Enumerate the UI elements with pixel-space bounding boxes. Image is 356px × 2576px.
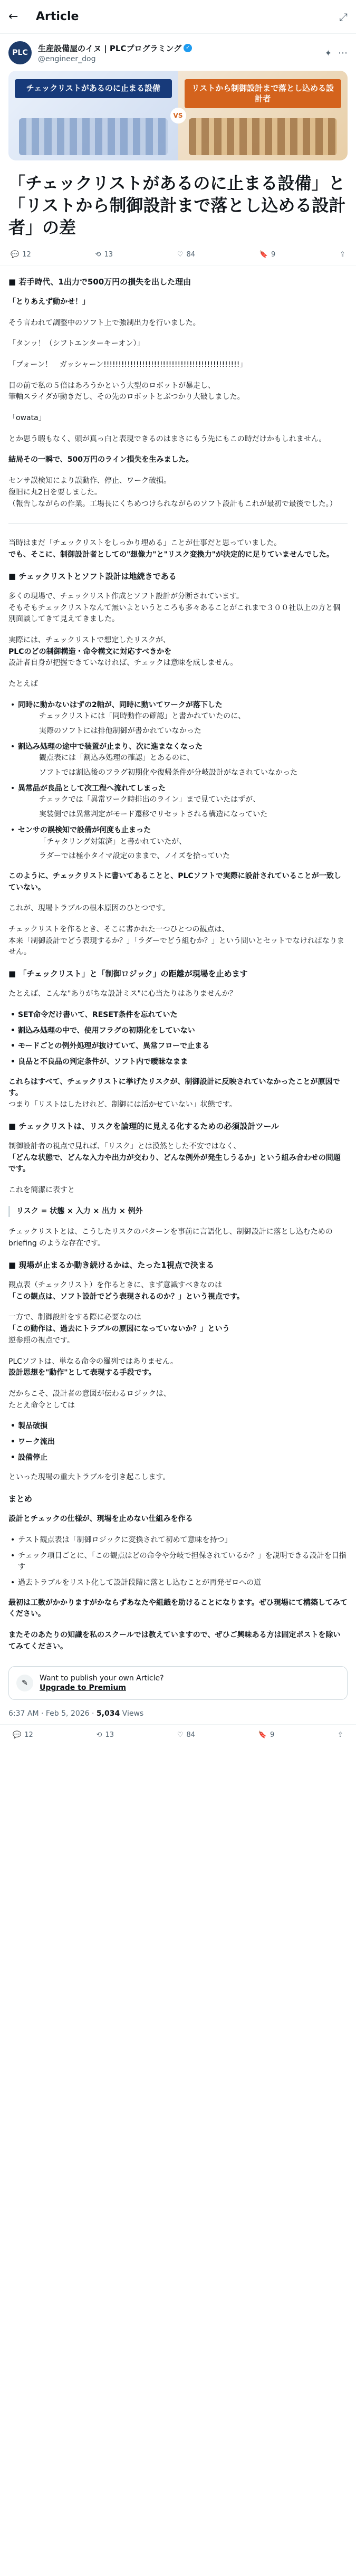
paragraph — [8, 924, 348, 958]
repost-count: 13 — [104, 250, 113, 259]
text: つまり「リストはしたけれど、制御には活かせていない」状態です。 — [8, 1100, 237, 1109]
paragraph: たとえば — [8, 679, 38, 688]
repost-icon: ⟲ — [95, 250, 101, 259]
text: チェックリストを作るとき、そこに書かれた一つひとつの観点は、 — [8, 925, 229, 934]
section-heading: ■ 「チェックリスト」と「制御ロジック」の距離が現場を止めます — [8, 969, 248, 979]
list-item — [8, 742, 348, 779]
paragraph: たとえば、こんな"ありがちな設計ミス"に心当たりはありませんか？ — [8, 990, 237, 999]
paragraph — [8, 381, 348, 403]
reply-icon: 💬 — [11, 250, 20, 259]
grok-icon[interactable]: ✦ — [324, 47, 332, 58]
paragraph: 「owata」 — [8, 414, 46, 423]
list-item-detail: ラダーでは極小タイマ設定のままで、ノイズを拾っていた — [39, 852, 230, 861]
list-item-title: • センサの誤検知で設備が何度も止まった — [18, 825, 151, 834]
more-options-icon[interactable]: ⋯ — [338, 47, 348, 59]
text: PLCソフトは、単なる命令の羅列ではありません。 — [8, 1357, 178, 1366]
list-item: • 良品と不良品の判定条件が、ソフト内で曖昧なまま — [8, 1057, 348, 1068]
paragraph — [8, 591, 348, 625]
list-item-detail: 実際のソフトには排他制御が書かれていなかった — [39, 727, 201, 736]
share-icon: ⇪ — [340, 250, 345, 259]
text: 当時はまだ「チェックリストをしっかり埋める」ことが仕事だと思っていました。 — [8, 539, 282, 548]
cover-right-panel — [178, 71, 348, 160]
paragraph: チェックリストとは、こうしたリスクのパターンを事前に言語化し、制御設計に落とし込むための briefing のような存在です。 — [8, 1228, 333, 1248]
list-item: • チェック項目ごとに、「この観点はどの命令や分岐で担保されているか？」を説明できる設計を目指す — [8, 1551, 348, 1573]
author-row — [0, 34, 356, 71]
bookmark-count: 9 — [271, 250, 276, 259]
section-heading: ■ 現場が止まるか動き続けるかは、たった1視点で決まる — [8, 1260, 214, 1270]
views-label: Views — [120, 1709, 144, 1718]
section-heading: まとめ — [8, 1494, 33, 1504]
text: 逆参照の視点です。 — [8, 1336, 74, 1345]
list-item — [8, 825, 348, 862]
section-heading: ■ 若手時代、1出力で500万円の損失を出した理由 — [8, 277, 191, 287]
verified-icon: ✓ — [184, 44, 192, 52]
action-bar — [0, 1725, 356, 1745]
text: 「この動作は、過去にトラブルの原因になっていないか？」という — [8, 1325, 230, 1334]
timestamp[interactable]: 6:37 AM · Feb 5, 2026 · — [8, 1709, 97, 1718]
bookmark-icon: 🔖 — [258, 1731, 267, 1739]
list-item-detail: チェックリストには「同時動作の確認」と書かれていたのに、 — [39, 712, 246, 721]
formula-quote: リスク = 状態 × 入力 × 出力 × 例外 — [8, 1206, 348, 1218]
list-item-detail: 観点表には「割込み処理の確認」とあるのに、 — [39, 754, 194, 763]
text: 本来「制御設計でどう表現するか？」「ラダーでどう組むか？」という問いとセットでなければなりません。 — [8, 936, 344, 957]
mistake-list — [8, 1010, 348, 1068]
paragraph: 「タンッ！（シフトエンターキーオン）」 — [8, 339, 145, 348]
heart-icon: ♡ — [177, 250, 184, 259]
cover-left-caption: チェックリストがあるのに止まる設備 — [15, 79, 172, 98]
summary-list — [8, 1535, 348, 1589]
cover-right-caption: リストから制御設計まで落とし込める設計者 — [185, 79, 342, 108]
text: 筆軸スライダが動きだし、その先のロボットとぶつかり大破しました。 — [8, 393, 245, 402]
text: たとえ命令としては — [8, 1401, 75, 1410]
factory-illustration — [19, 118, 168, 155]
paragraph: これを簡潔に表すと — [8, 1186, 75, 1195]
avatar[interactable]: PLC — [8, 41, 32, 64]
list-item — [8, 783, 348, 821]
paragraph: 「ブォーン！ ガッシャーン!!!!!!!!!!!!!!!!!!!!!!!!!!!!!!!!!!!!!!!!!!!!!!」 — [8, 360, 247, 369]
list-item-detail: 実装側では異常判定がモード遷移でリセットされる構造になっていた — [39, 810, 268, 819]
paragraph: またそのあたりの知識を私のスクールでは教えていますので、ぜひご興味ある方は固定ポストを除いてみてください。 — [8, 1631, 341, 1651]
list-item: • SET命令だけ書いて、RESET条件を忘れていた — [8, 1010, 348, 1021]
list-item: • 製品破損 — [8, 1421, 348, 1432]
list-item-detail: ソフトでは割込後のフラグ初期化や復帰条件が分岐設計がなされていなかった — [39, 768, 297, 777]
top-bar — [0, 0, 356, 34]
upgrade-link[interactable]: Upgrade to Premium — [40, 1684, 126, 1693]
pen-icon: ✎ — [16, 1675, 33, 1691]
text: 「どんな状態で、どんな入力や出力が交わり、どんな例外が発生しうるか」という組み合わせの問題です。 — [8, 1153, 341, 1174]
promo-line: Want to publish your own Article? — [40, 1674, 164, 1683]
paragraph: 最初は工数がかかりますがかならずあなたや組織を助けることになります。ぜひ現場にて構築してみてください。 — [8, 1598, 348, 1619]
text: PLCのどの制御構造・命令構文に対応すべきかを — [8, 647, 172, 656]
list-item-title: • 同時に動かないはずの2軸が、同時に動いてワークが落下した — [18, 700, 223, 709]
page-title: Article — [36, 10, 79, 23]
bookmark-count: 9 — [270, 1731, 275, 1739]
text: 目の前で私の５倍はあろうかという大型のロボットが暴走し、 — [8, 381, 215, 390]
text: これらはすべて、チェックリストに挙げたリスクが、制御設計に反映されていなかったことが原因です。 — [8, 1077, 340, 1098]
text: 観点表（チェックリスト）を作るときに、まず意識すべきなのは — [8, 1281, 223, 1290]
paragraph: といった現場の重大トラブルを引き起こします。 — [8, 1473, 170, 1482]
list-item: • ワーク流出 — [8, 1437, 348, 1448]
example-list — [8, 700, 348, 862]
text: センサ誤検知により誤動作、停止、ワーク破損。 — [8, 477, 171, 486]
list-item: • テスト観点表は「制御ロジックに変換されて初めて意味を持つ」 — [8, 1535, 348, 1546]
list-item-detail: チェックでは「異常ワーク時排出のライン」まで見ていたはずが、 — [39, 795, 261, 804]
text: 実際には、チェックリストで想定したリスクが、 — [8, 635, 171, 644]
section-heading: ■ チェックリストとソフト設計は地続きである — [8, 571, 177, 581]
text: （報告しながらの作業。工場長にくちめつけられながらのソフト設計もこれが最初で最後でした。） — [8, 499, 337, 508]
reply-icon: 💬 — [13, 1731, 22, 1739]
reply-count: 12 — [24, 1731, 33, 1739]
text: 一方で、制御設計をする際に必要なのは — [8, 1313, 141, 1322]
share-button[interactable] — [338, 1731, 343, 1739]
paragraph — [8, 476, 348, 510]
bookmark-stat[interactable] — [259, 251, 275, 259]
text: 制御設計者の視点で見れば、「リスク」とは漠然とした不安ではなく、 — [8, 1142, 241, 1151]
text: 復旧に丸2日を要しました。 — [8, 488, 102, 497]
bookmark-icon: 🔖 — [259, 250, 268, 259]
share-icon: ⇪ — [338, 1731, 343, 1739]
repost-button[interactable] — [97, 1731, 114, 1739]
paragraph: そう言われて調整中のソフト上で強制出力を行いました。 — [8, 318, 200, 327]
list-item-detail: 「チャタリング対策済」と書かれていたが、 — [39, 837, 187, 846]
paragraph: 「とりあえず動かせ！」 — [8, 297, 90, 306]
text: だからこそ、設計者の意図が伝わるロジックは、 — [8, 1389, 171, 1398]
paragraph — [8, 635, 348, 669]
repost-icon: ⟲ — [96, 1731, 102, 1739]
like-count: 84 — [186, 1731, 195, 1739]
list-item: • 設備停止 — [8, 1452, 348, 1464]
engagement-bar — [0, 245, 356, 265]
text: 「この観点は、ソフト設計でどう表現されるのか？」という視点です。 — [8, 1292, 244, 1301]
paragraph: 結局その一瞬で、500万円のライン損失を生みました。 — [8, 455, 194, 464]
vs-badge: VS — [170, 108, 186, 123]
heart-icon: ♡ — [177, 1731, 184, 1739]
engineer-illustration — [189, 118, 338, 155]
bookmark-button[interactable] — [258, 1731, 274, 1739]
text: でも、そこに、制御設計者としての"想像力"と"リスク変換力"が決定的に足りていませんでした。 — [8, 550, 334, 559]
author-meta — [38, 43, 319, 63]
article-title: 「チェックリストがあるのに止まる設備」と「リストから制御設計まで落とし込める設計者」の差 — [8, 173, 346, 238]
trouble-list — [8, 1421, 348, 1463]
list-item: • 過去トラブルをリスト化して設計段階に落とし込むことが再発ゼロへの道 — [8, 1577, 348, 1589]
expand-icon[interactable]: ⤢ — [339, 10, 348, 23]
post-meta — [0, 1700, 356, 1725]
promo-text — [40, 1674, 164, 1692]
paragraph: 設計とチェックの仕様が、現場を止めない仕組みを作る — [8, 1515, 193, 1524]
text: 多くの現場で、チェックリスト作成とソフト設計が分断されています。 — [8, 592, 244, 601]
text: そもそもチェックリストなんて無いよというところも多々あることがこれまで３００社以上の方と個別面談してきて見えてきました。 — [8, 603, 341, 624]
repost-count: 13 — [105, 1731, 114, 1739]
list-item: • 割込み処理の中で、使用フラグの初期化をしていない — [8, 1025, 348, 1037]
list-item-title: • 異常品が良品として次工程へ流れてしまった — [18, 784, 166, 793]
paragraph — [8, 538, 348, 560]
list-item — [8, 700, 348, 737]
reply-stat[interactable] — [11, 251, 31, 259]
cover-image — [8, 71, 348, 160]
like-button[interactable] — [177, 1731, 195, 1739]
text: 設計者自身が把握できていなければ、チェックは意味を成しません。 — [8, 659, 238, 668]
text: 設計思想を"動作"として表現する手段です。 — [8, 1368, 156, 1377]
paragraph — [8, 1356, 348, 1379]
paragraph: これが、現場トラブルの根本原因のひとつです。 — [8, 904, 170, 913]
reply-button[interactable] — [13, 1731, 33, 1739]
section-heading: ■ チェックリストは、リスクを論理的に見える化するための必須設計ツール — [8, 1121, 280, 1131]
back-arrow-icon[interactable]: ← — [8, 10, 18, 23]
list-item: • モードごとの例外処理が抜けていて、異常フローで止まる — [8, 1041, 348, 1052]
repost-stat[interactable] — [95, 251, 113, 259]
paragraph — [8, 1141, 348, 1175]
like-stat[interactable] — [177, 251, 195, 259]
list-item-title: • 割込み処理の途中で装置が止まり、次に進まなくなった — [18, 742, 203, 751]
premium-promo[interactable] — [8, 1666, 348, 1700]
author-name-row — [38, 43, 319, 54]
share-stat[interactable] — [340, 251, 345, 259]
paragraph — [8, 1077, 348, 1111]
paragraph: このように、チェックリストに書いてあることと、PLCソフトで実際に設計されていることが一致していない。 — [8, 871, 341, 892]
paragraph: とか思う暇もなく、頭が真っ白と表現できるのはまさにもう先にもこの時だけかもしれません。 — [8, 434, 326, 443]
article-body — [0, 265, 356, 1653]
view-count: 5,034 — [96, 1709, 120, 1718]
like-count: 84 — [186, 250, 195, 259]
reply-count: 12 — [22, 250, 31, 259]
paragraph — [8, 1312, 348, 1346]
paragraph — [8, 1280, 348, 1303]
paragraph — [8, 1389, 348, 1411]
author-handle[interactable]: @engineer_dog — [38, 54, 96, 63]
author-name[interactable]: 生産設備屋のイヌ | PLCプログラミング — [38, 43, 182, 53]
cover-left-panel — [8, 71, 178, 160]
